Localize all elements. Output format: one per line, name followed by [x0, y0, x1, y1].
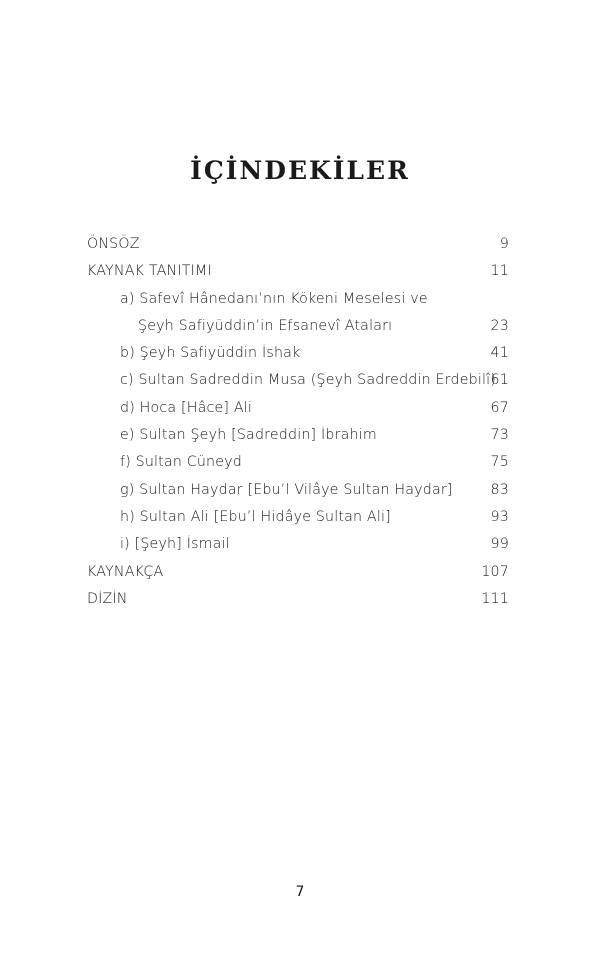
toc-subentry-f[interactable]: [87, 451, 509, 478]
toc-entry-label: f) Sultan Cüneyd: [120, 454, 242, 471]
toc-entry-page: 83: [490, 481, 509, 498]
toc-entry-page: 67: [490, 399, 509, 416]
table-of-contents: [87, 233, 509, 615]
toc-entry-page: 93: [490, 508, 509, 525]
toc-entry-page: 41: [490, 345, 509, 362]
page-title: İÇİNDEKİLER: [190, 156, 410, 185]
toc-entry-label: e) Sultan Şeyh [Sadreddin] İbrahim: [120, 427, 377, 444]
toc-subentry-h[interactable]: [87, 506, 509, 533]
toc-entry-label: DİZİN: [87, 590, 128, 607]
page-number: 7: [295, 884, 305, 900]
toc-entry-label: KAYNAK TANITIMI: [87, 263, 212, 280]
toc-subentry-c[interactable]: [87, 369, 509, 396]
toc-entry-label: h) Sultan Ali [Ebu’l Hidâye Sultan Ali]: [120, 508, 391, 525]
toc-entry-kaynak-tanitimi[interactable]: [87, 260, 509, 287]
toc-entry-page: 23: [490, 317, 509, 334]
toc-entry-label: ÖNSÖZ: [87, 236, 140, 252]
toc-entry-page: 99: [490, 536, 509, 553]
toc-entry-page: 61: [490, 372, 509, 389]
toc-entry-dizin[interactable]: [87, 588, 509, 615]
toc-entry-page: 73: [490, 427, 509, 444]
toc-entry-label: i) [Şeyh] İsmail: [120, 536, 230, 553]
toc-entry-page: 107: [481, 563, 509, 580]
toc-subentry-g[interactable]: [87, 479, 509, 506]
toc-subentry-d[interactable]: [87, 397, 509, 424]
toc-entry-onsoz[interactable]: [87, 233, 509, 260]
toc-entry-label: a) Safevî Hânedanı’nın Kökeni Meselesi ve: [120, 290, 428, 307]
toc-entry-page: 9: [499, 236, 509, 252]
toc-subentry-a[interactable]: [87, 288, 509, 315]
toc-subentry-a-continued[interactable]: [87, 315, 509, 342]
toc-subentry-b[interactable]: [87, 342, 509, 369]
toc-subentry-i[interactable]: [87, 533, 509, 560]
toc-entry-kaynakca[interactable]: [87, 561, 509, 588]
toc-entry-label: b) Şeyh Safiyüddin İshak: [120, 345, 301, 362]
toc-entry-label: g) Sultan Haydar [Ebu’l Vilâye Sultan Haydar]: [120, 481, 453, 498]
toc-entry-page: 75: [490, 454, 509, 471]
toc-subentry-e[interactable]: [87, 424, 509, 451]
toc-entry-page: 11: [490, 263, 509, 280]
toc-entry-label: c) Sultan Sadreddin Musa (Şeyh Sadreddin Erdebilî): [120, 372, 497, 389]
toc-entry-label: d) Hoca [Hâce] Ali: [120, 399, 253, 416]
toc-entry-label: Şeyh Safiyüddin’in Efsanevî Ataları: [138, 317, 393, 334]
toc-entry-label: KAYNAKÇA: [87, 563, 164, 580]
toc-entry-page: 111: [481, 590, 509, 607]
